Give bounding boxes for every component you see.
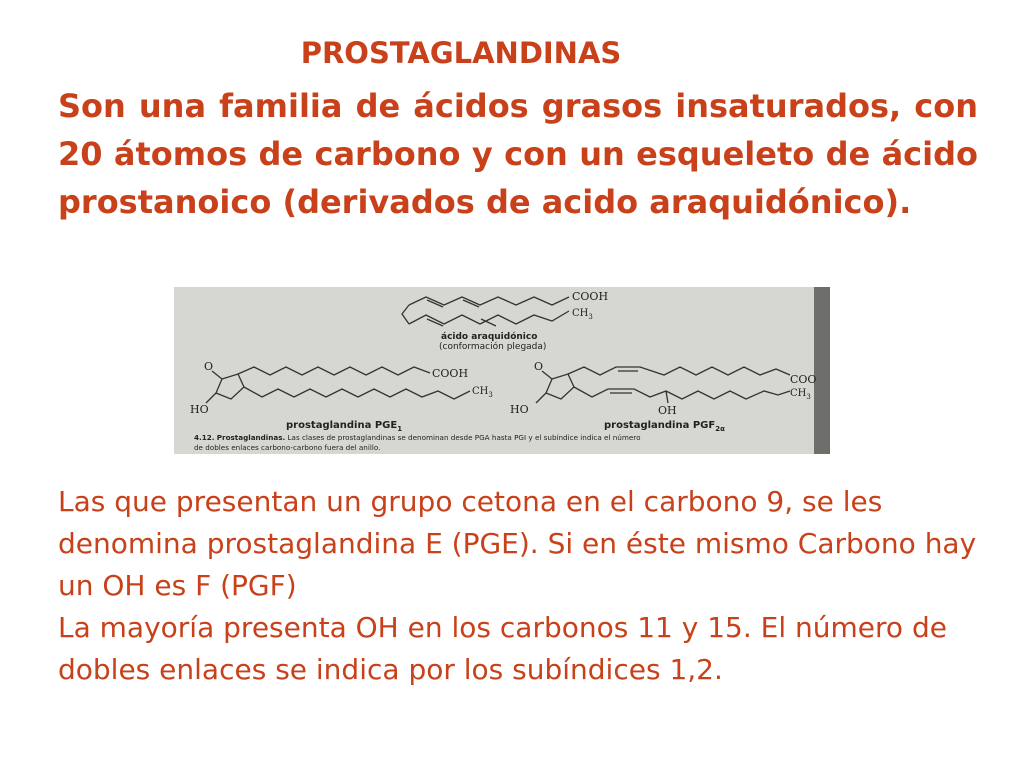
explanation-text (58, 481, 978, 691)
arachidonic-acid-structure (402, 297, 569, 326)
scan-edge (814, 287, 830, 454)
slide-title: PROSTAGLANDINAS (300, 36, 622, 70)
pgf-cooh-label: COO (790, 373, 817, 386)
pgf-ch3-label: $CH_3$ (790, 388, 811, 401)
pge1-ch3-label: $CH_3$ (472, 386, 493, 399)
pgf-ho-label: HO (510, 403, 529, 416)
pgf2a-name-label: prostaglandina $PGF_{2\alpha}$ (604, 420, 725, 433)
aa-ch3-label: $CH_3$ (572, 308, 593, 321)
pge1-o-label: O (204, 360, 214, 373)
aa-cooh-label: COOH (572, 290, 609, 303)
pgf-oh-label: OH (658, 404, 677, 417)
pgf2a-structure (536, 367, 790, 403)
aa-name-label: ácido araquidónico (441, 332, 538, 342)
figure-caption-line-1: 4.12. Prostaglandinas. Las clases de prostaglandinas se denominan desde PGA hasta PGI y el subíndice indica el número (194, 433, 641, 442)
pgf-o-label: O (534, 360, 544, 373)
intro-paragraph: Son una familia de ácidos grasos insaturados, con 20 átomos de carbono y con un esqueleto de ácido prostanoico (derivados de acido araquidónico). (58, 87, 978, 221)
figure-caption-line-2: de dobles enlaces carbono-carbono fuera del anillo. (194, 443, 381, 452)
chemical-structures-diagram (174, 287, 830, 454)
ketone-paragraph: Las que presentan un grupo cetona en el carbono 9, se les denomina prostaglandina E (PGE). Si en éste mismo Carbono hay un OH es F (PGF) (58, 485, 977, 602)
pge1-structure (206, 367, 470, 403)
hydroxyl-paragraph: La mayoría presenta OH en los carbonos 11 y 15. El número de dobles enlaces se indica por los subíndices 1,2. (58, 611, 947, 686)
pge1-name-label: prostaglandina $PGE_1$ (286, 420, 403, 433)
prostaglandin-structures-figure (174, 287, 830, 454)
aa-conformation-label: (conformación plegada) (439, 342, 547, 352)
pge1-cooh-label: COOH (432, 367, 469, 380)
pge1-ho-label: HO (190, 403, 209, 416)
